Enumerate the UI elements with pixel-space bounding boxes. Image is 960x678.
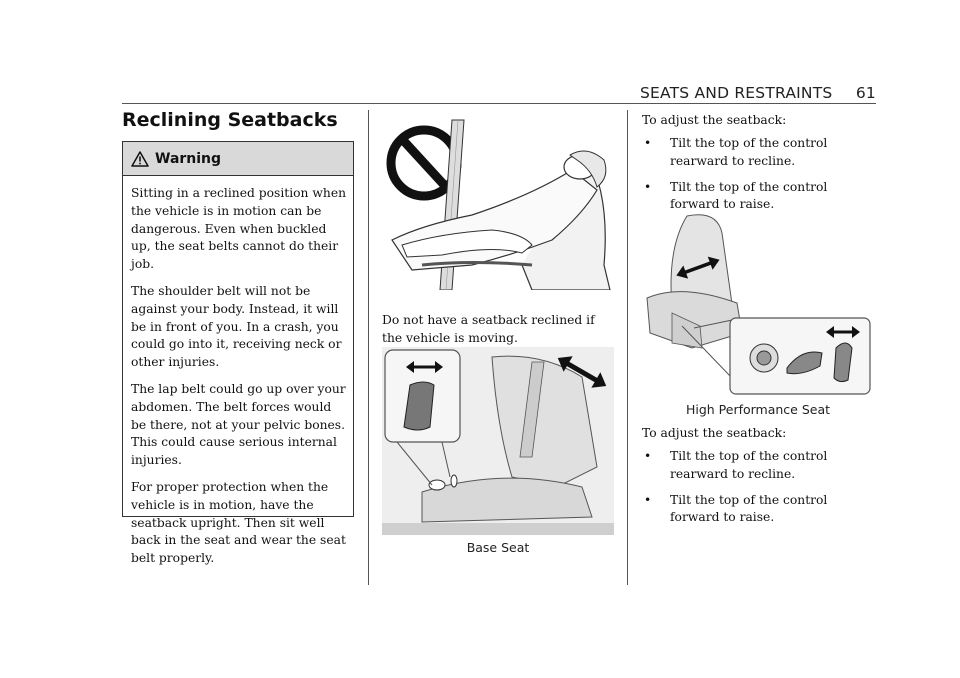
list-item: • Tilt the top of the control rearward to recline. [644,136,828,168]
bullet-marker: • [644,136,652,150]
header-divider [122,103,876,104]
base-seat-illustration [382,347,614,535]
adjust-steps-list-2 [642,448,878,535]
list-item: • Tilt the top of the control forward to raise. [644,179,828,212]
warning-body [123,176,353,568]
reclined-occupant-illustration [382,115,614,290]
warning-paragraph: The shoulder belt will not be against your body. Instead, it will be in front of you. In a crash, you could go into it, receiving neck or other injuries. [131,283,342,370]
running-header [640,84,876,102]
adjust-intro-1: To adjust the seatback: [642,113,787,127]
bullet-marker: • [644,449,652,463]
list-item: • Tilt the top of the control rearward to recline. [644,449,828,481]
warning-paragraph: The lap belt could go up over your abdomen. The belt forces would be there, not at your pelvic bones. This could cause serious internal injuries. [131,381,346,468]
base-seat-caption: Base Seat [466,540,530,555]
bullet-marker: • [644,179,652,194]
bullet-marker: • [644,492,652,507]
warning-paragraph: For proper protection when the vehicle is in motion, have the seatback upright. Then sit well back in the seat and wear the seat belt properly. [131,479,346,566]
warning-label: Warning [155,150,222,167]
list-item: • Tilt the top of the control forward to raise. [644,492,828,525]
high-performance-seat-caption: High Performance Seat [685,402,831,417]
adjust-intro-2: To adjust the seatback: [642,426,787,440]
warning-header [123,142,353,176]
high-performance-seat-illustration [642,208,874,396]
caution-text: Do not have a seatback reclined if the vehicle is moving. [382,313,595,345]
column-divider-1 [368,110,369,585]
warning-paragraph: Sitting in a reclined position when the vehicle is in motion can be dangerous. Even when buckled up, the seat belts cannot do their job. [131,186,347,272]
column-divider-2 [627,110,628,585]
page-number: 61 [855,84,876,102]
warning-box [122,141,354,566]
warning-triangle-icon [131,151,149,167]
section-title: Reclining Seatbacks [122,109,338,131]
header-section-title: SEATS AND RESTRAINTS [640,84,833,102]
